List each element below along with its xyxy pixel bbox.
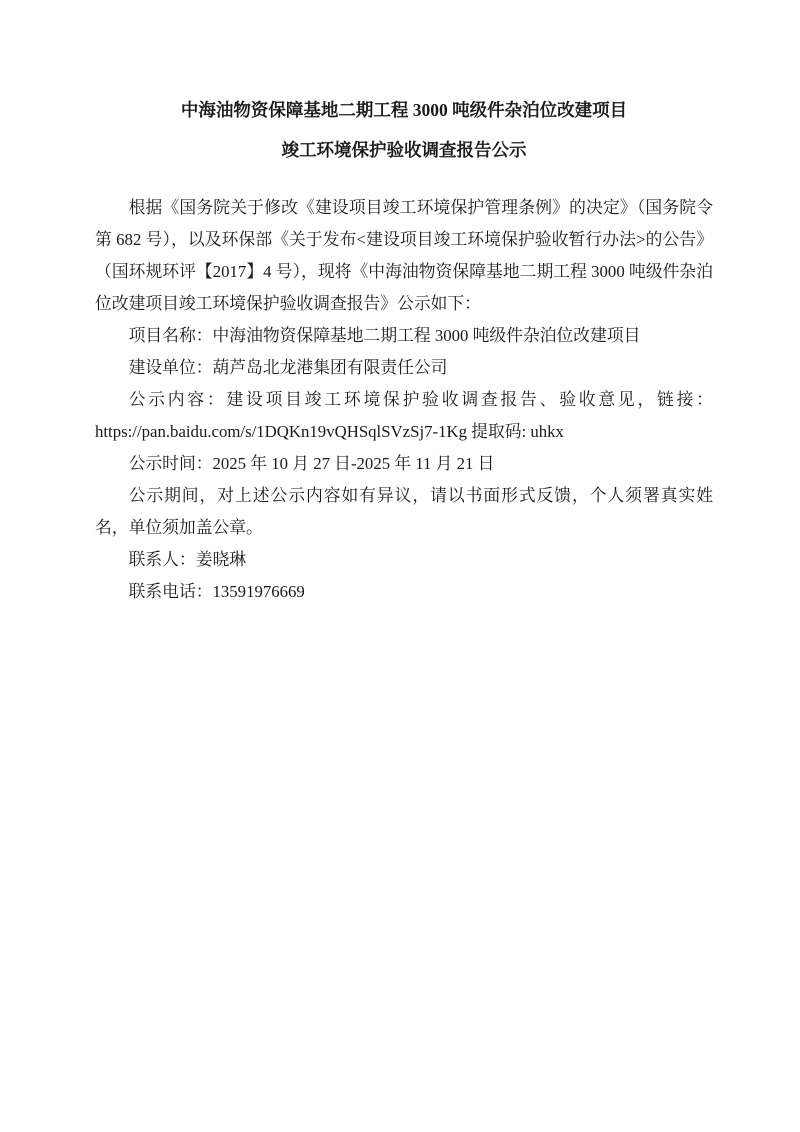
document-title: [95, 90, 713, 170]
publicity-time-line: 公示时间：2025 年 10 月 27 日-2025 年 11 月 21 日: [128, 454, 495, 473]
project-name-line: 项目名称：中海油物资保障基地二期工程 3000 吨级件杂泊位改建项目: [128, 326, 641, 345]
extraction-code-text: 提取码: uhkx: [466, 422, 564, 441]
intro-paragraph: 根据《国务院关于修改《建设项目竣工环境保护管理条例》的决定》（国务院令第 682 号），以及环保部《关于发布<建设项目竣工环境保护验收暂行办法>的公告》（国环规环评【2017】4 号），现将《中海油物资保障基地二期工程 3000 吨级件杂泊位改建项目竣工环境保护验收调查报告》公示如下：: [95, 198, 713, 313]
document-title-line-1: 中海油物资保障基地二期工程 3000 吨级件杂泊位改建项目: [180, 100, 628, 120]
construction-unit-line: 建设单位：葫芦岛北龙港集团有限责任公司: [128, 358, 448, 377]
document-body: [95, 192, 713, 608]
document-title-line-2: 竣工环境保护验收调查报告公示: [281, 140, 527, 160]
publicity-content-label: 公示内容：建设项目竣工环境保护验收调查报告、验收意见，链接：: [128, 390, 713, 409]
baidu-pan-url: https://pan.baidu.com/s/1DQKn19vQHSqlSVzSj7-1Kg: [95, 422, 467, 441]
contact-person-line: 联系人：姜晓琳: [128, 550, 247, 569]
contact-phone-line: 联系电话：13591976669: [128, 582, 305, 601]
objection-paragraph: 公示期间，对上述公示内容如有异议，请以书面形式反馈，个人须署真实姓名，单位须加盖公章。: [95, 486, 713, 537]
document-content: [95, 90, 713, 608]
publicity-content-paragraph: [95, 384, 713, 448]
